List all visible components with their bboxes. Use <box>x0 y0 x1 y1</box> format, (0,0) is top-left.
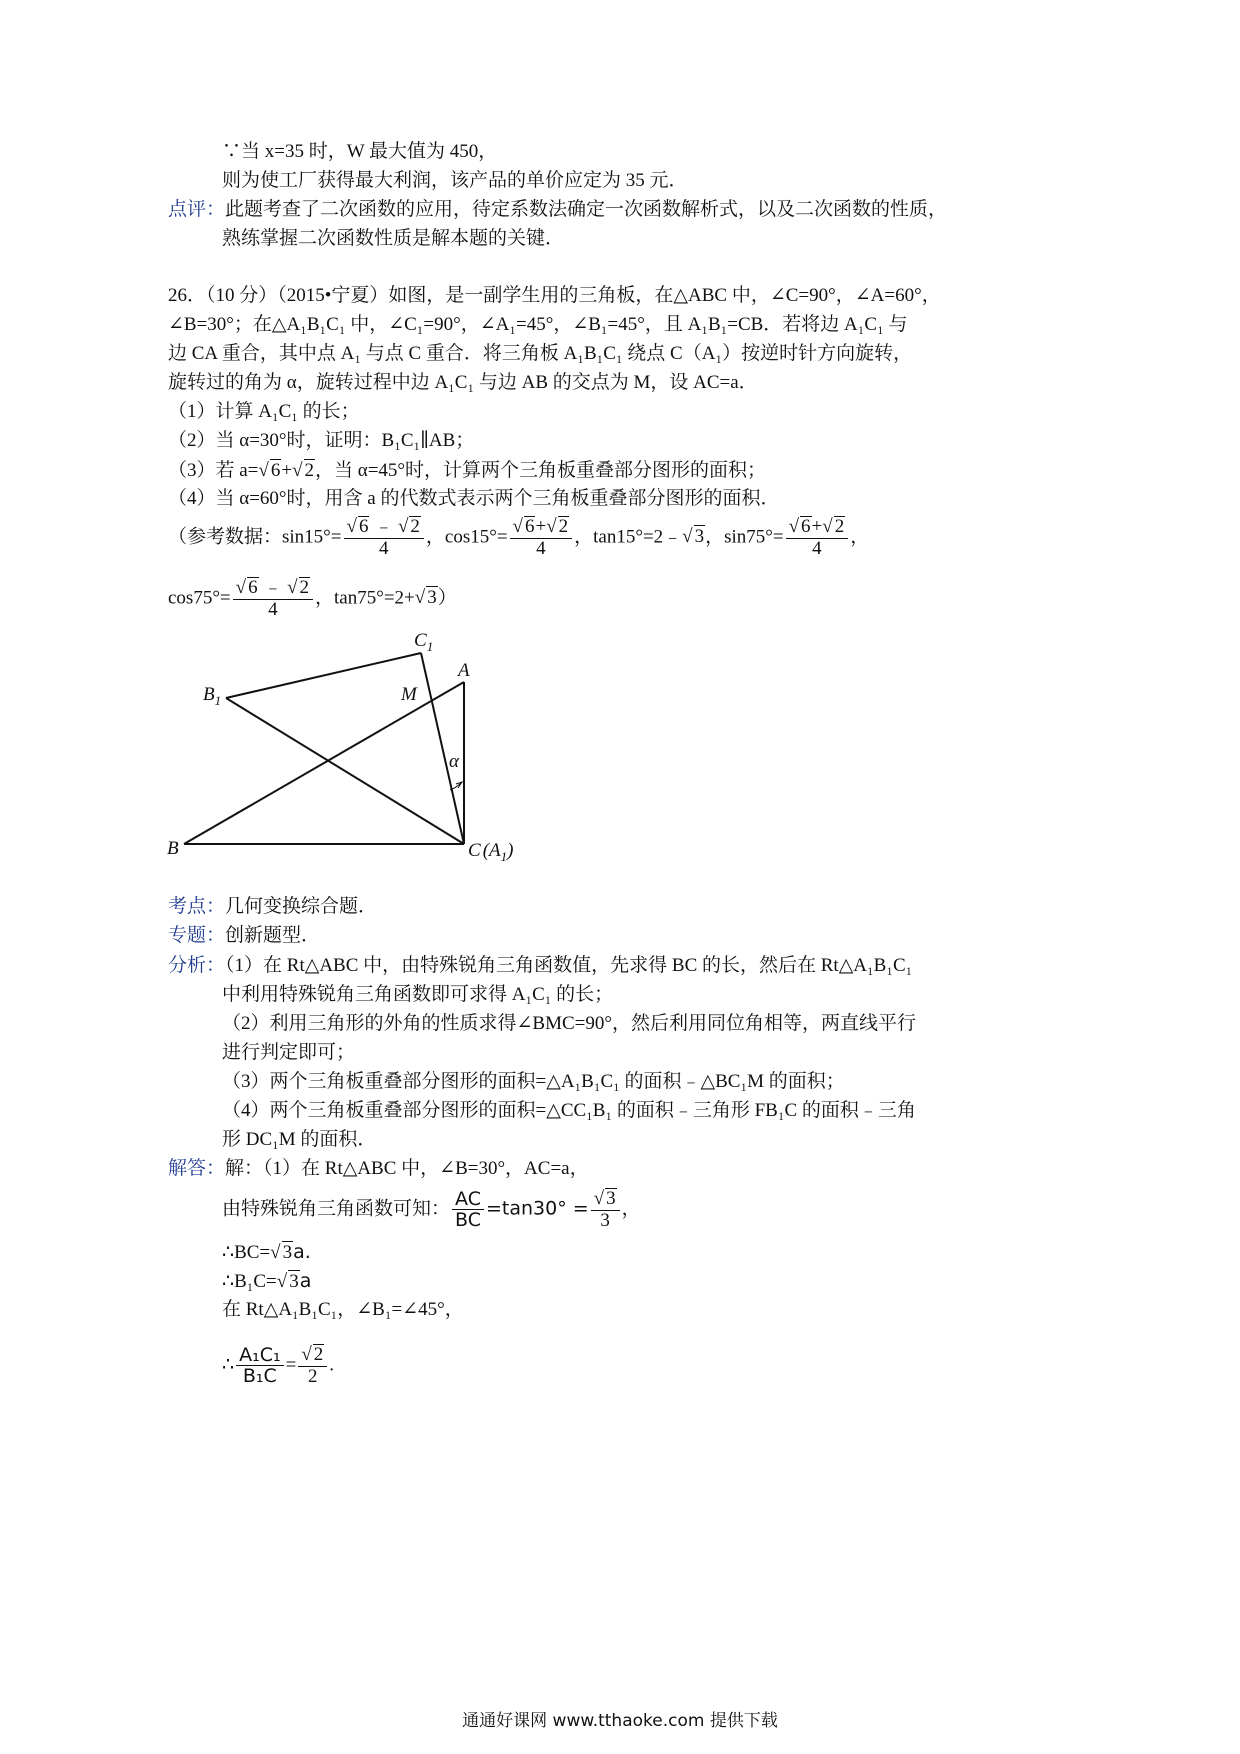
kaodian-line: 考点：几何变换综合题． <box>168 896 378 917</box>
question-3: （3）若 a=√ 6+√ 2，当 α=45°时，计算两个三角板重叠部分图形的面积； <box>168 460 767 481</box>
comment-line <box>168 199 947 222</box>
fraction-cos75: $\frac{√ 6 ﹣ √ 2}{4}$ <box>233 577 313 621</box>
problem-line: ∠B=30°；在△A₁B₁C₁ 中，∠C₁=90°，∠A₁=45°，∠B₁=45°，且 A₁B₁=CB．若将边 A₁C₁ 与 <box>168 314 908 335</box>
triangle-figure <box>0 620 1240 880</box>
fraction-sin75: $\frac{√ 6+√ 2}{4}$ <box>786 516 849 560</box>
label-c1: $C_1$ <box>414 630 434 654</box>
text-line: ∵当 x=35 时，W 最大值为 450， <box>222 141 498 162</box>
fraction-cos15: $\frac{√ 6+√ 2}{4}$ <box>510 516 573 560</box>
fraction-sqrt2-2: $\frac{√ 2}{2}$ <box>298 1344 327 1388</box>
text-line: 熟练掌握二次函数性质是解本题的关键． <box>222 228 565 249</box>
fraction-ac-bc: $\frac{AC}{BC}$ <box>452 1189 484 1232</box>
segment-b1-c <box>226 698 464 844</box>
reference-data-line: cos75°= $\frac{√ 6 ﹣ √ 2}{4}$ ，tan75°=2+√ 3） <box>168 577 457 620</box>
fenxi-tag: 分析： <box>168 955 226 976</box>
text-line: 则为使工厂获得最大利润，该产品的单价应定为 35 元． <box>222 170 688 191</box>
comment-text: 此题考查了二次函数的应用，待定系数法确定一次函数解析式，以及二次函数的性质， <box>225 199 948 220</box>
solution-line: ∴BC=√ 3a. <box>222 1241 311 1263</box>
fraction-a1c1-b1c: $\frac{\text{A₁C₁}}{\text{B₁C}}$ <box>236 1345 284 1388</box>
label-a: A <box>458 660 470 681</box>
solution-line: 在 Rt△A₁B₁C₁，∠B₁=∠45°， <box>222 1299 464 1320</box>
solution-line: 解答：解：（1）在 Rt△ABC 中，∠B=30°，AC=a， <box>168 1158 589 1179</box>
comment-tag: 点评： <box>168 199 226 220</box>
label-b1: $B_1$ <box>203 684 222 708</box>
fenxi-line: （2）利用三角形的外角的性质求得∠BMC=90°，然后利用同位角相等，两直线平行 <box>222 1013 916 1034</box>
q3-suffix: ，当 α=45°时，计算两个三角板重叠部分图形的面积； <box>315 460 767 481</box>
zhuanti-line: 专题：创新题型． <box>168 925 321 946</box>
fraction-sin15: $\frac{√ 6 ﹣ √ 2}{4}$ <box>344 516 424 560</box>
solution-line: ∴B₁C=√ 3a <box>222 1270 312 1292</box>
segment-b-a <box>184 682 464 844</box>
label-c: C $(A_1)$ <box>468 840 514 864</box>
solution-line: ∴ $\frac{\text{A₁C₁}}{\text{B₁C}}$ = $\frac{√ 2}{2}$ . <box>222 1343 334 1388</box>
fenxi-line: 形 DC₁M 的面积． <box>222 1129 377 1150</box>
solution-tag: 解答： <box>168 1158 226 1179</box>
kaodian-tag: 考点： <box>168 896 226 917</box>
question-2: （2）当 α=30°时，证明：B₁C₁∥AB； <box>168 430 475 451</box>
problem-line: 26．（10 分）（2015•宁夏）如图，是一副学生用的三角板，在△ABC 中，∠C=90°，∠A=60°， <box>168 285 941 306</box>
solution-line: 由特殊锐角三角函数可知： $\frac{AC}{BC}$ =tan30° = $\frac{√ 3}{3}$ ， <box>222 1187 641 1232</box>
fenxi-line: 进行判定即可； <box>222 1042 356 1063</box>
sqrt-expr: √ 6 <box>258 460 281 481</box>
page-footer: 通通好课网 www.tthaoke.com 提供下载 <box>462 1711 778 1731</box>
label-m: M <box>401 684 417 705</box>
fenxi-line: （3）两个三角板重叠部分图形的面积=△A₁B₁C₁ 的面积﹣△BC₁M 的面积； <box>222 1071 845 1092</box>
question-1: （1）计算 A₁C₁ 的长； <box>168 401 360 422</box>
zhuanti-tag: 专题： <box>168 925 226 946</box>
problem-line: 旋转过的角为 α，旋转过程中边 A₁C₁ 与边 AB 的交点为 M，设 AC=a． <box>168 372 758 393</box>
fenxi-line: （4）两个三角板重叠部分图形的面积=△CC₁B₁ 的面积﹣三角形 FB₁C 的面积﹣三角 <box>222 1100 916 1121</box>
q3-prefix: （3）若 a= <box>168 460 259 481</box>
fenxi-line: 中利用特殊锐角三角函数即可求得 A₁C₁ 的长； <box>222 984 614 1005</box>
fraction-sqrt3-3: $\frac{√ 3}{3}$ <box>591 1188 620 1232</box>
label-alpha: α <box>449 751 459 772</box>
segment-b1-c1 <box>226 653 421 698</box>
reference-data-line: （参考数据：sin15°= $\frac{√ 6 ﹣ √ 2}{4}$ ，cos15°= $\frac{√ 6+√ 2}{4}$ ，tan15°=2﹣√ 3，sin75°= $\frac{√ 6+√ 2}{4}$ ， <box>168 516 870 559</box>
problem-line: 边 CA 重合，其中点 A₁ 与点 C 重合．将三角板 A₁B₁C₁ 绕点 C（A₁）按逆时针方向旋转， <box>168 343 913 364</box>
label-b: B <box>167 838 179 859</box>
question-4: （4）当 α=60°时，用含 a 的代数式表示两个三角板重叠部分图形的面积． <box>168 488 780 509</box>
segment-c1-c <box>421 653 464 844</box>
fenxi-line: 分析：（1）在 Rt△ABC 中，由特殊锐角三角函数值，先求得 BC 的长，然后在 Rt△A₁B₁C₁ <box>168 955 913 976</box>
sqrt-expr: √ 2 <box>292 460 314 481</box>
